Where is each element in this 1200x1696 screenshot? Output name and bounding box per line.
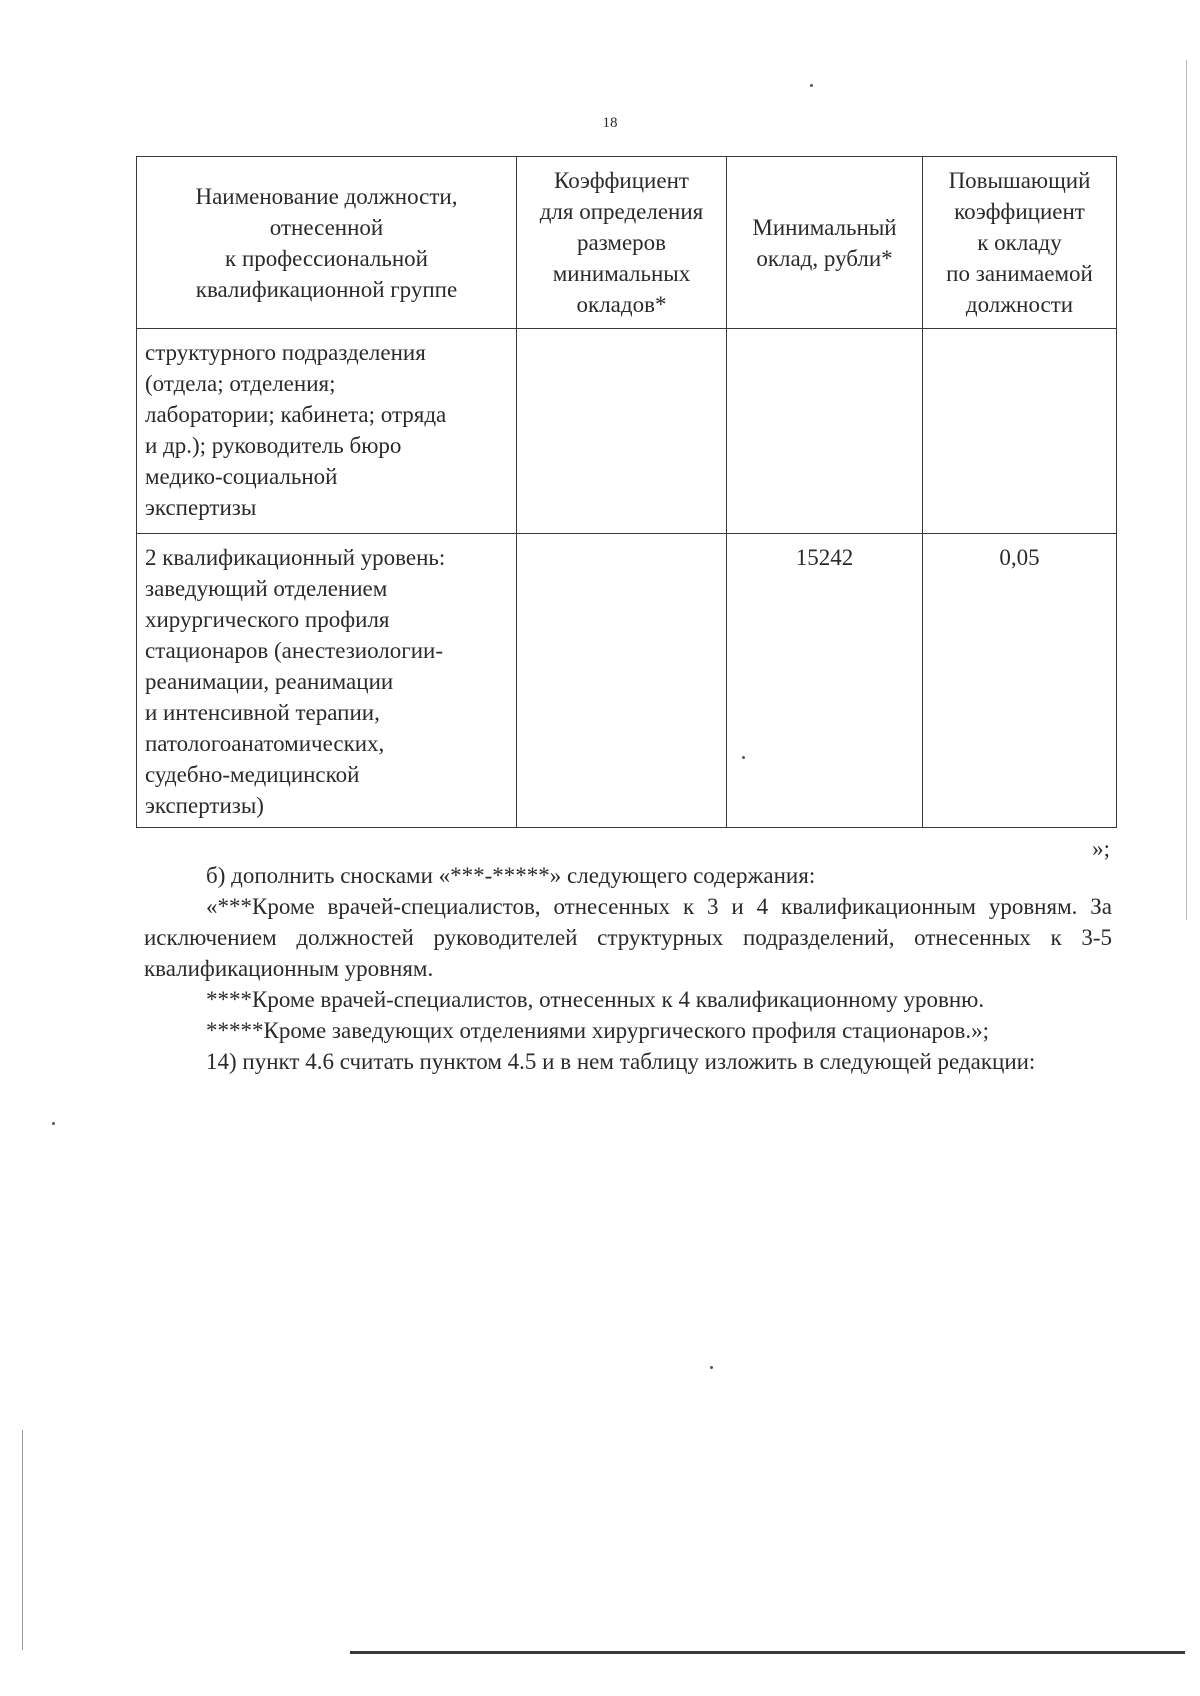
- page-number: 18: [602, 115, 618, 131]
- paragraph-footnote-4: ****Кроме врачей-специалистов, отнесенных к 4 квалификационному уровню.: [206, 987, 985, 1012]
- paragraph-footnote-5: *****Кроме заведующих отделениями хирургического профиля стационаров.»;: [206, 1018, 989, 1043]
- scan-speck: [710, 1366, 713, 1369]
- scan-speck: [52, 1122, 55, 1125]
- closing-quote: »;: [1092, 836, 1110, 861]
- header-minimum-salary: Минимальный оклад, рубли*: [727, 157, 923, 329]
- cell-minimum-salary: [727, 329, 923, 534]
- paragraph-footnotes-intro: б) дополнить сносками «***-*****» следующего содержания:: [206, 863, 816, 888]
- cell-coefficient: [517, 329, 727, 534]
- header-raise-coefficient: Повышающий коэффициент к окладу по занимаемой должности: [923, 157, 1117, 329]
- cell-coefficient: [517, 534, 727, 828]
- paragraph-item-14: 14) пункт 4.6 считать пунктом 4.5 и в нем таблицу изложить в следующей редакции:: [206, 1049, 1036, 1074]
- table-row: [137, 534, 1117, 828]
- scan-speck: [742, 756, 745, 759]
- table-row: [137, 329, 1117, 534]
- salary-table: [136, 156, 1117, 828]
- document-body: [144, 860, 1112, 1077]
- scan-speck: [810, 84, 813, 87]
- header-coefficient: Коэффициент для определения размеров минимальных окладов*: [517, 157, 727, 329]
- scan-edge-left: [22, 1430, 23, 1650]
- header-position-name: Наименование должности, отнесенной к профессиональной квалификационной группе: [137, 157, 517, 329]
- scan-bottom-line: [350, 1651, 1185, 1654]
- cell-minimum-salary: 15242: [727, 534, 923, 828]
- scan-edge-right: [1186, 60, 1187, 920]
- cell-raise-coefficient: 0,05: [923, 534, 1117, 828]
- cell-position-name: структурного подразделения (отдела; отделения; лаборатории; кабинета; отряда и др.); руководитель бюро медико-социальной экспертизы: [137, 329, 517, 534]
- cell-raise-coefficient: [923, 329, 1117, 534]
- paragraph-footnote-3: «***Кроме врачей-специалистов, отнесенных к 3 и 4 квалификационным уровням. За исключением должностей руководителей структурных подразделений, отнесенных к 3-5 квалификационным уровням.: [144, 894, 1112, 981]
- table-header-row: [137, 157, 1117, 329]
- cell-position-name: 2 квалификационный уровень: заведующий отделением хирургического профиля стационаров (анестезиологии- реанимации, реанимации и интенсивной терапии, патологоанатомических, судебно-медицинской экспертизы): [137, 534, 517, 828]
